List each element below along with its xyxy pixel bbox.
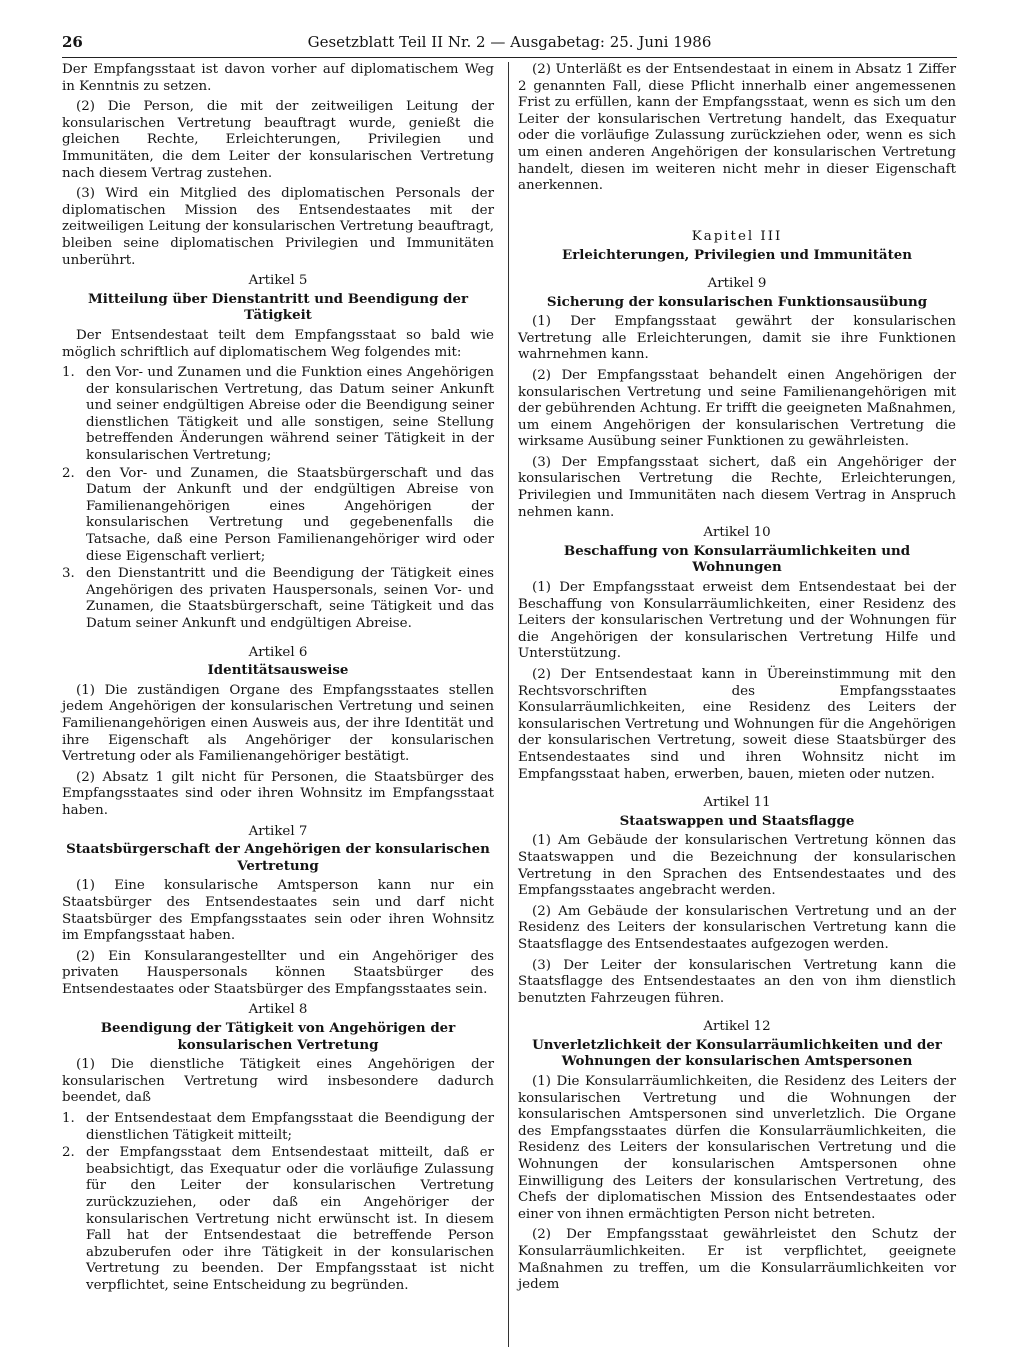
- paragraph: (2) Die Person, die mit der zeitweiligen Leitung der konsularischen Vertretung beauftragt wurde, genießt die gleichen Rechte, Erleichterungen, Privilegien und Immunitäten, die dem Leiter der konsularischen Vertretung nach diesem Vertrag zustehen.: [62, 99, 494, 181]
- paragraph: (2) Ein Konsularangestellter und ein Angehöriger des privaten Hauspersonals können Staatsbürger des Entsendestaates oder Staatsbürger des Empfangsstaates sein.: [62, 948, 494, 997]
- list-item: [62, 1111, 494, 1144]
- paragraph: (2) Der Entsendestaat kann in Übereinstimmung mit den Rechtsvorschriften des Empfangsstaates Konsularräumlichkeiten, eine Residenz des Leiters der konsularischen Vertretung und Wohnungen für die Angehörigen der konsularischen Vertretung, soweit diese Staatsbürger des Entsendestaates sind und ihren Wohnsitz nicht im Empfangsstaat haben, erwerben, bauen, mieten oder nutzen.: [518, 667, 956, 782]
- list-text: den Vor- und Zunamen und die Funktion eines Angehörigen der konsularischen Vertretung, das Datum seiner Ankunft und seiner endgültigen Abreise oder die Beendigung seiner dienstlichen Tätigkeit und alle sonstigen, seine Stellung betreffenden Änderungen während seiner Tätigkeit in der konsularischen Vertretung;: [86, 365, 494, 464]
- list-text: den Dienstantritt und die Beendigung der Tätigkeit eines Angehörigen des privaten Hauspersonals, seinen Vor- und Zunamen, die Staatsbürgerschaft, seine Tätigkeit und das Datum seiner Ankunft und endgültigen Abreise.: [86, 566, 494, 631]
- page-header: [62, 33, 957, 55]
- article-12-heading: Artikel 12: [703, 1019, 771, 1035]
- column-divider: [508, 62, 509, 1347]
- paragraph: (2) Am Gebäude der konsularischen Vertretung und an der Residenz des Leiters der konsularischen Vertretung kann die Staatsflagge des Entsendestaates aufgezogen werden.: [518, 903, 956, 952]
- article-12-title: Unverletzlichkeit der Konsularräumlichkeiten und der Wohnungen der konsularischen Amtspersonen: [532, 1036, 942, 1070]
- article-9-title: Sicherung der konsularischen Funktionsausübung: [546, 293, 928, 310]
- paragraph: (1) Eine konsularische Amtsperson kann nur ein Staatsbürger des Entsendestaates sein und darf nicht Staatsbürger des Empfangsstaates sein oder ihren Wohnsitz im Empfangsstaat haben.: [62, 878, 494, 944]
- article-10-heading: Artikel 10: [703, 525, 771, 541]
- article-8-heading: Artikel 8: [248, 1002, 308, 1018]
- paragraph: Der Entsendestaat teilt dem Empfangsstaat so bald wie möglich schriftlich auf diplomatischem Weg folgendes mit:: [62, 327, 494, 360]
- article-7-heading: Artikel 7: [248, 823, 308, 839]
- list-number: 1.: [62, 1111, 75, 1127]
- page-number: 26: [62, 33, 83, 51]
- list-number: 3.: [62, 566, 75, 582]
- article-7-title: Staatsbürgerschaft der Angehörigen der konsularischen Vertretung: [66, 841, 490, 874]
- article-10-title: Beschaffung von Konsularräumlichkeiten und Wohnungen: [563, 542, 911, 576]
- list-text: der Entsendestaat dem Empfangsstaat die Beendigung der dienstlichen Tätigkeit mitteilt;: [86, 1111, 494, 1143]
- paragraph: (3) Wird ein Mitglied des diplomatischen Personals der diplomatischen Mission des Entsendestaates mit der zeitweiligen Leitung der konsularischen Vertretung beauftragt, bleiben seine diplomatischen Privilegien und Immunitäten unberührt.: [62, 186, 494, 268]
- article-11-title: Staatswappen und Staatsflagge: [619, 812, 855, 829]
- article-6-title: Identitätsausweise: [207, 662, 349, 679]
- chapter-heading: Kapitel III: [691, 228, 783, 244]
- right-column: [518, 62, 956, 1298]
- paragraph: (1) Die dienstliche Tätigkeit eines Angehörigen der konsularischen Vertretung wird insbesondere dadurch beendet, daß: [62, 1057, 494, 1106]
- paragraph: (2) Der Empfangsstaat gewährleistet den Schutz der Konsularräumlichkeiten. Er ist verpflichtet, geeignete Maßnahmen zu treffen, um die Konsularräumlichkeiten vor jedem: [518, 1227, 956, 1293]
- paragraph: (2) Der Empfangsstaat behandelt einen Angehörigen der konsularischen Vertretung und seine Familienangehörigen mit der gebührenden Achtung. Er trifft die geeigneten Maßnahmen, um einem Angehörigen der konsularischen Vertretung die wirksame Ausübung seiner Funktionen zu gewährleisten.: [518, 367, 956, 450]
- list-item: [62, 566, 494, 632]
- header-rule: [62, 57, 957, 58]
- left-column: [62, 62, 494, 1299]
- list-item: [62, 1145, 494, 1294]
- article-8-title: Beendigung der Tätigkeit von Angehörigen der konsularischen Vertretung: [100, 1020, 456, 1053]
- chapter-title: Erleichterungen, Privilegien und Immunitäten: [561, 247, 913, 264]
- list-text: den Vor- und Zunamen, die Staatsbürgerschaft und das Datum der Ankunft und der endgültigen Abreise von Familienangehörigen eines Angehörigen der konsularischen Vertretung und gegebenenfalls die Tatsache, daß eine Person Familienangehöriger wird oder diese Eigenschaft verliert;: [86, 465, 494, 564]
- list-number: 2.: [62, 1145, 75, 1161]
- article-5-heading: Artikel 5: [248, 273, 308, 289]
- article-11-heading: Artikel 11: [703, 795, 771, 811]
- list-text: der Empfangsstaat dem Entsendestaat mitteilt, daß er beabsichtigt, das Exequatur oder die vorläufige Zulassung für den Leiter der konsularischen Vertretung zurückzuziehen, oder daß ein Angehöriger der konsularischen Vertretung nicht erwünscht ist. In diesem Fall hat der Entsendestaat die betreffende Person abzuberufen oder ihre Tätigkeit in der konsularischen Vertretung zu beenden. Der Empfangsstaat ist nicht verpflichtet, seine Entscheidung zu begründen.: [86, 1145, 494, 1293]
- article-9-heading: Artikel 9: [707, 275, 767, 291]
- list-item: [62, 466, 494, 566]
- article-5-list: [62, 365, 494, 633]
- paragraph: (1) Der Empfangsstaat gewährt der konsularischen Vertretung alle Erleichterungen, damit sie ihre Funktionen wahrnehmen kann.: [518, 314, 956, 363]
- paragraph: (3) Der Leiter der konsularischen Vertretung kann die Staatsflagge des Entsendestaates an den von ihm dienstlich benutzten Fahrzeugen führen.: [518, 957, 956, 1006]
- paragraph: (3) Der Empfangsstaat sichert, daß ein Angehöriger der konsularischen Vertretung die Rechte, Erleichterungen, Privilegien und Immunitäten nach diesem Vertrag in Anspruch nehmen kann.: [518, 454, 956, 520]
- paragraph: (2) Absatz 1 gilt nicht für Personen, die Staatsbürger des Empfangsstaates sind oder ihren Wohnsitz im Empfangsstaat haben.: [62, 769, 494, 818]
- article-8-list: [62, 1111, 494, 1295]
- paragraph: Der Empfangsstaat ist davon vorher auf diplomatischem Weg in Kenntnis zu setzen.: [62, 62, 494, 94]
- article-6-heading: Artikel 6: [248, 644, 308, 660]
- running-title: Gesetzblatt Teil II Nr. 2 — Ausgabetag: 25. Juni 1986: [307, 33, 712, 51]
- article-5-title: Mitteilung über Dienstantritt und Beendigung der Tätigkeit: [87, 290, 469, 324]
- paragraph: (2) Unterläßt es der Entsendestaat in einem in Absatz 1 Ziffer 2 genannten Fall, diese Pflicht innerhalb einer angemessenen Frist zu erfüllen, kann der Empfangsstaat, wenn es sich um den Leiter der konsularischen Vertretung handelt, das Exequatur oder die vorläufige Zulassung zurückziehen oder, wenn es sich um einen anderen Angehörigen der konsularischen Vertretung handelt, diesen im weiteren nicht mehr in dieser Eigenschaft anerkennen.: [518, 62, 956, 194]
- list-number: 2.: [62, 465, 75, 481]
- paragraph: (1) Am Gebäude der konsularischen Vertretung können das Staatswappen und die Bezeichnung der konsularischen Vertretung in den Sprachen des Entsendestaates und des Empfangsstaates angebracht werden.: [518, 833, 956, 899]
- list-item: [62, 365, 494, 465]
- paragraph: (1) Die zuständigen Organe des Empfangsstaates stellen jedem Angehörigen der konsularischen Vertretung und seinen Familienangehörigen einen Ausweis aus, der ihre Identität und ihre Eigenschaft als Angehöriger der konsularischen Vertretung oder als Familienangehöriger bestätigt.: [62, 682, 494, 765]
- paragraph: (1) Der Empfangsstaat erweist dem Entsendestaat bei der Beschaffung von Konsularräumlichkeiten, einer Residenz des Leiters der konsularischen Vertretung und der Wohnungen für die Angehörigen der konsularischen Vertretung Hilfe und Unterstützung.: [518, 580, 956, 662]
- list-number: 1.: [62, 365, 75, 381]
- paragraph: (1) Die Konsularräumlichkeiten, die Residenz des Leiters der konsularischen Vertretung und die Wohnungen der konsularischen Amtspersonen sind unverletzlich. Die Organe des Empfangsstaates dürfen die Konsularräumlichkeiten, die Residenz des Leiters der konsularischen Vertretung und die Wohnungen der konsularischen Amtspersonen ohne Einwilligung des Leiters der konsularischen Vertretung, des Chefs der diplomatischen Mission des Entsendestaates oder einer von ihnen ermächtigten Person nicht betreten.: [518, 1074, 956, 1222]
